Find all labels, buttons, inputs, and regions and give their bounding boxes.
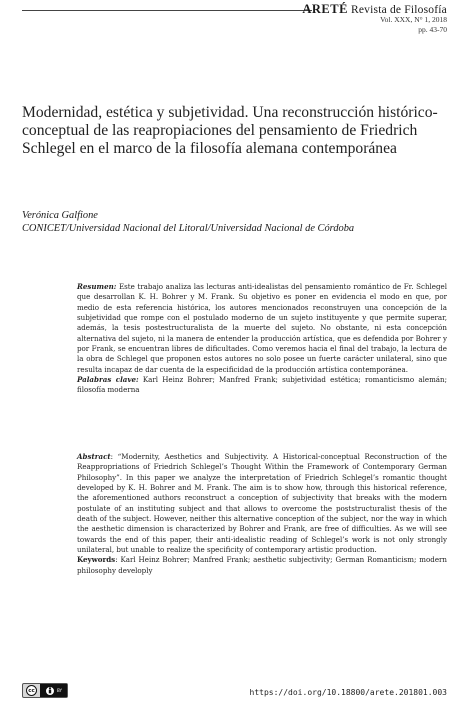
journal-subtitle: Revista de Filosofía: [351, 4, 447, 16]
journal-brand: ARETÉ: [302, 2, 348, 16]
author-name: Verónica Galfione: [22, 210, 98, 221]
journal-volume: Vol. XXX, N° 1, 2018: [380, 15, 447, 24]
author-block: [22, 209, 442, 235]
resumen-text: Este trabajo analiza las lecturas anti-idealistas del pensamiento romántico de Fr. Schlegel que desarrollan K. H. Bohrer y M. Frank. Su objetivo es poner en evidencia el modo en que, por medio de esta referencia histórica, los autores mencionados reconstruyen una concepción de la subjetividad que rompe con el postulado moderno de un sujeto instituyente y que permite superar, además, la tesis postestructuralista de la muerte del sujeto. No obstante, ni esta concepción alternativa del sujeto, ni la manera de entender la producción artística, que es defendida por Bohrer y por Frank, se encuentran libres de dificultades. Como veremos hacia el final del trabajo, la lectura de la obra de Schlegel que proponen estos autores no solo posee un fuerte carácter unilateral, sino que resulta incapaz de dar cuenta de la especificidad de la producción artística contemporánea.: [77, 282, 447, 374]
cc-license-badge[interactable]: [22, 683, 68, 698]
person-glyph: [47, 687, 53, 694]
header-rule: [22, 10, 312, 11]
abstract-keywords-text: : Karl Heinz Bohrer; Manfred Frank; aesthetic subjectivity; German Romanticism; modern philosophy developly: [77, 555, 447, 575]
abstract-label: Abstract: [77, 452, 111, 461]
doi-link[interactable]: https://doi.org/10.18800/arete.201801.003: [249, 688, 447, 697]
abstract-section: [77, 452, 447, 576]
attribution-person-icon: [45, 686, 55, 696]
resumen-keywords: [77, 375, 447, 396]
abstract-keywords-label: Keywords: [77, 555, 116, 565]
resumen-label: Resumen:: [77, 282, 117, 291]
resumen-keywords-text: Karl Heinz Bohrer; Manfred Frank; subjetividad estética; romanticismo alemán; filosofía moderna: [77, 375, 447, 395]
by-label: BY: [57, 688, 62, 693]
abstract-text: : “Modernity, Aesthetics and Subjectivity. A Historical-conceptual Reconstruction of the Reappropriations of Friedrich Schlegel’s Thought Within the Framework of Contemporary German Philosophy”. In this paper we analyze the interpretation of Friedrich Schlegel’s romantic thought developed by K. H. Bohrer and M. Frank. The aim is to show how, through this historical reference, the aforementioned authors reconstruct a conception of subjectivity that breaks with the modern postulate of an instituting subject and that allows to overcome the poststructuralist thesis of the death of the subject. However, neither this alternative conception of the subject, nor the way in which the aesthetic dimension is characterized by Bohrer and Frank, are free of difficulties. As we will see towards the end of this paper, their anti-idealistic reading of Schlegel’s work is not only strongly unilateral, but unable to realize the specificity of contemporary artistic production.: [77, 452, 447, 555]
resumen-section: [77, 282, 447, 396]
article-title: Modernidad, estética y subjetividad. Una reconstrucción histórico-conceptual de las reapropiaciones del pensamiento de Friedrich Schlegel en el marco de la filosofía alemana contemporánea: [22, 104, 438, 157]
journal-header: [302, 4, 447, 35]
journal-pages: pp. 43-70: [418, 25, 447, 34]
abstract-paragraph: [77, 452, 447, 555]
author-affiliation: CONICET/Universidad Nacional del Litoral/Universidad Nacional de Córdoba: [22, 223, 355, 234]
by-attribution-area: [40, 684, 67, 697]
cc-icon: cc: [26, 685, 37, 696]
abstract-keywords: [77, 555, 447, 576]
resumen-paragraph: [77, 282, 447, 375]
journal-name: [302, 4, 447, 15]
resumen-keywords-label: Palabras clave:: [77, 375, 139, 385]
